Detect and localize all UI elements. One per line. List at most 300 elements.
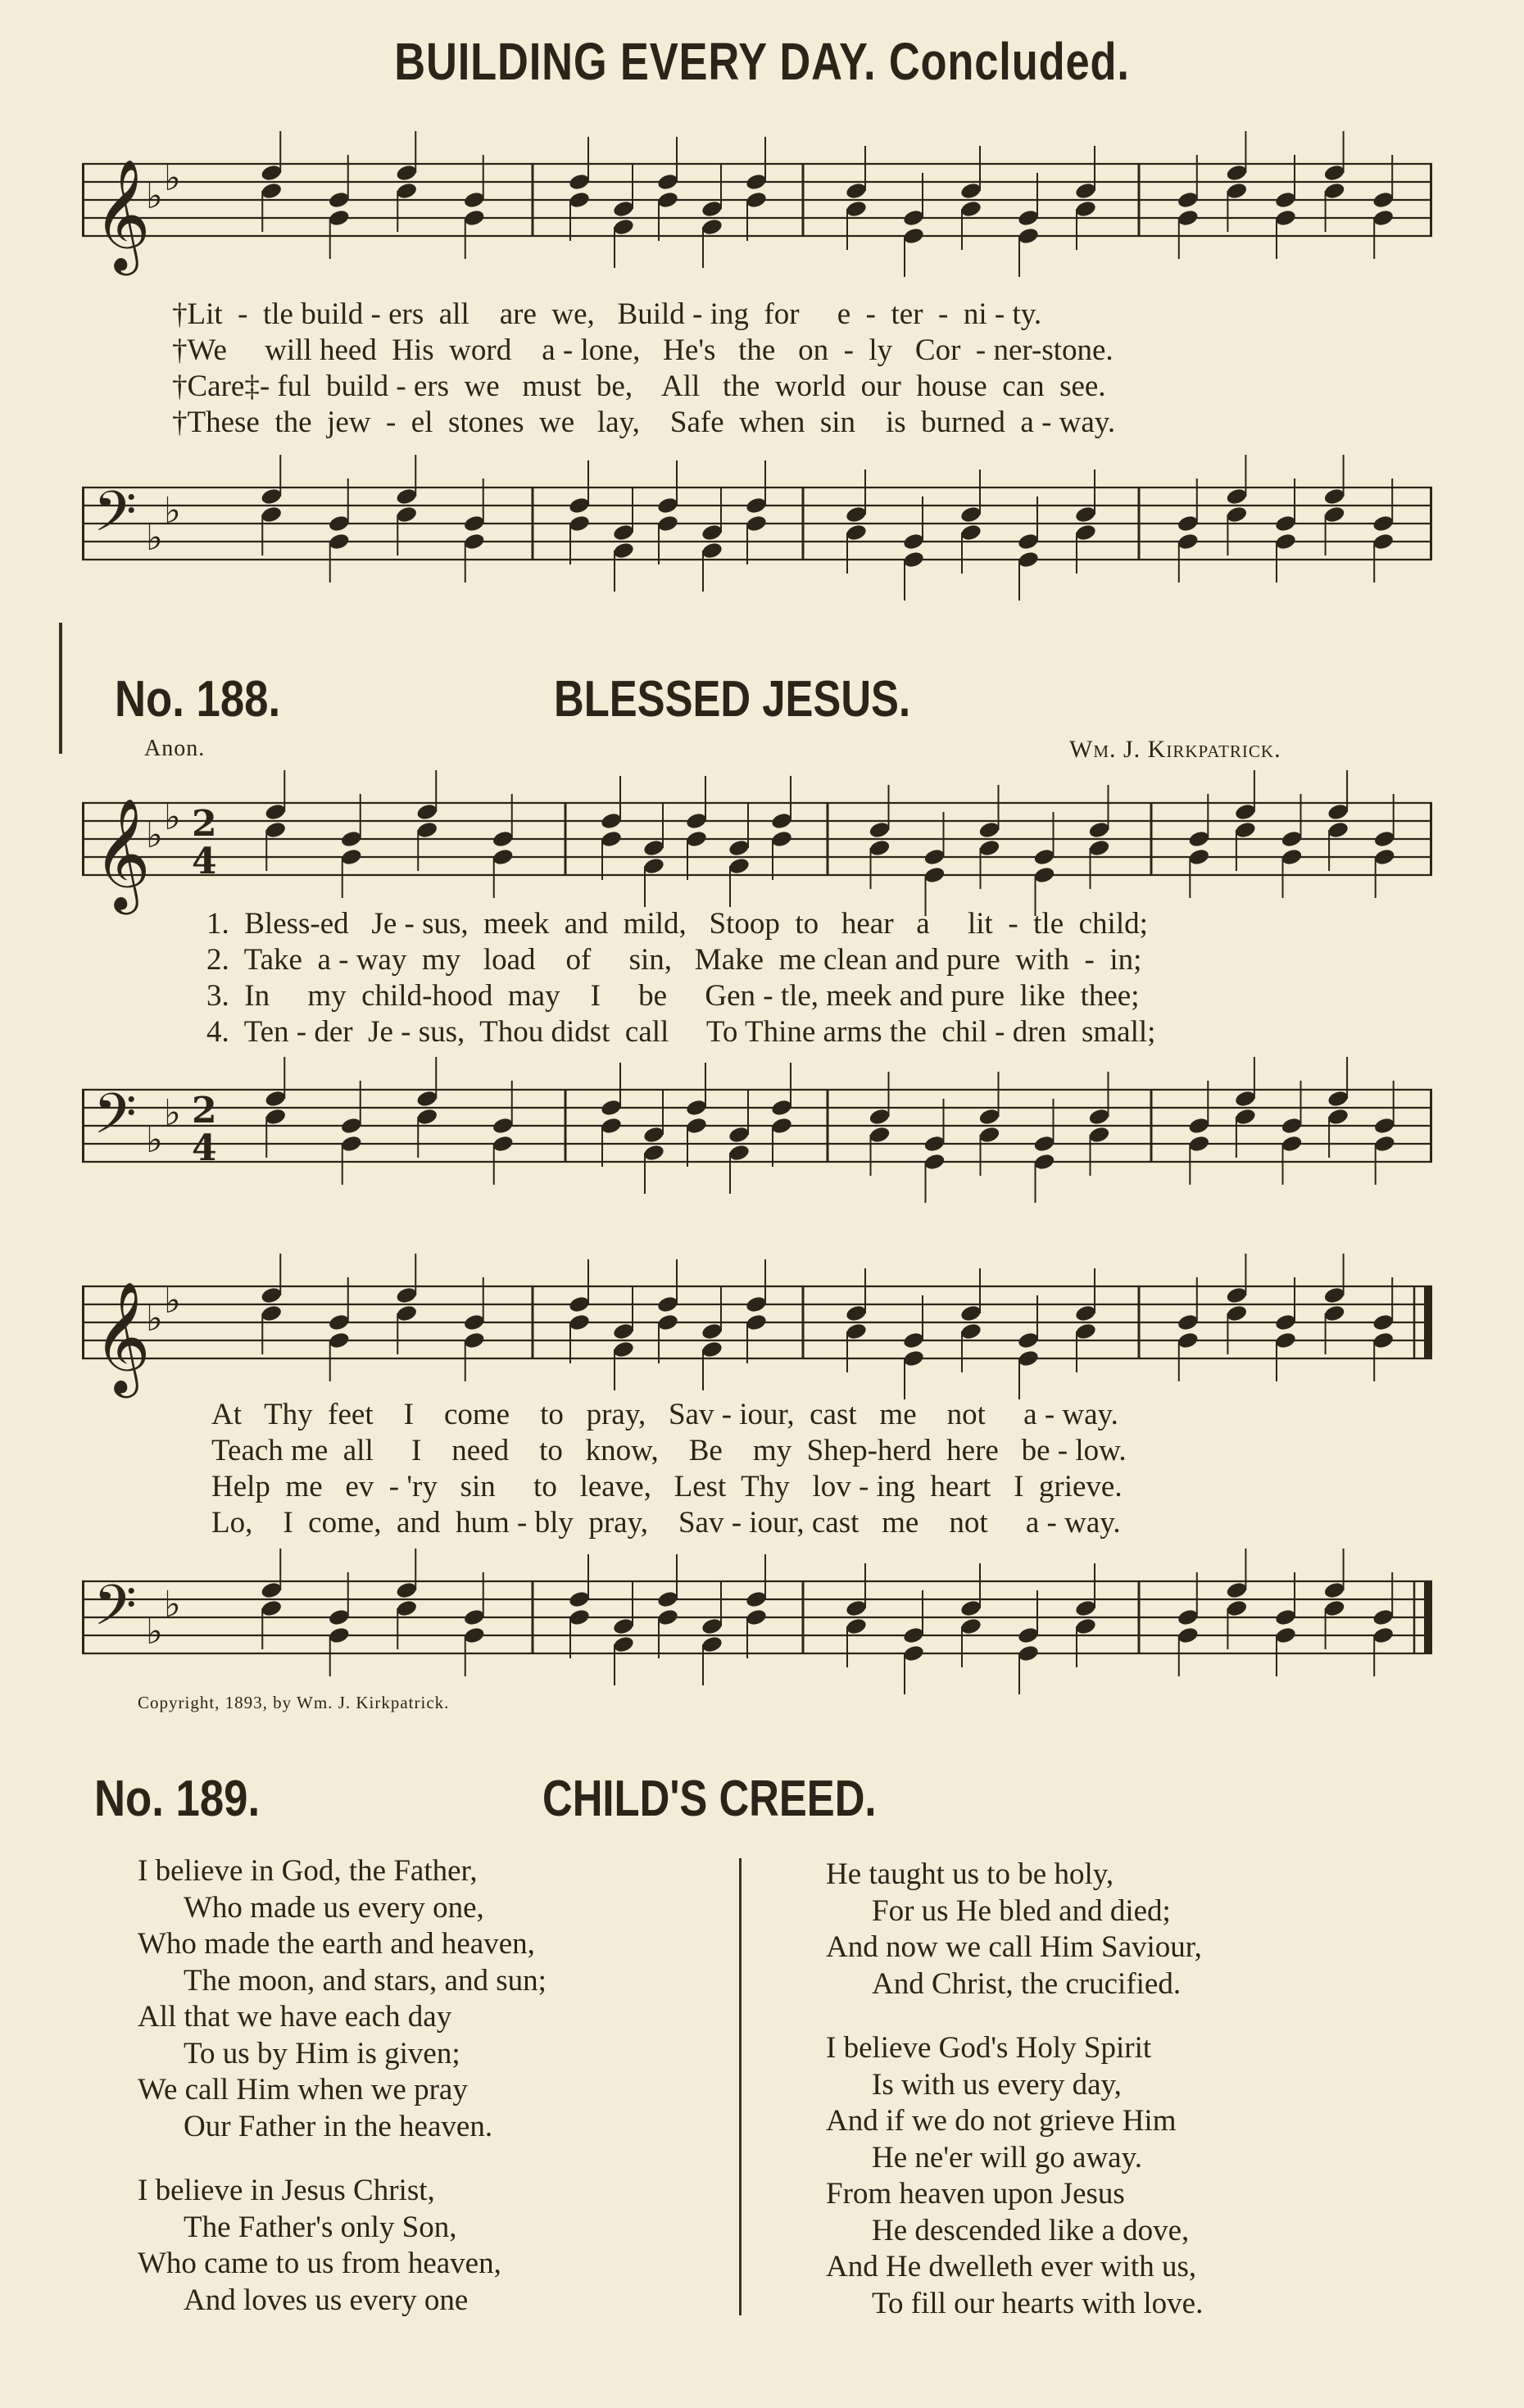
note-head (845, 1599, 868, 1617)
note-head (1187, 1116, 1210, 1135)
note-head (1234, 1107, 1257, 1126)
note-head (1017, 550, 1040, 569)
note-head (1323, 1304, 1346, 1322)
flat-icon: ♭ (164, 1092, 181, 1134)
note-head (395, 505, 418, 524)
verse-line: Who came to us from heaven, (138, 2247, 501, 2280)
time-signature-top: 2 (192, 1090, 217, 1131)
verse-line: To fill our hearts with love. (872, 2286, 1204, 2320)
note-head (1373, 829, 1396, 848)
note-head (959, 1599, 982, 1617)
note-head (463, 1331, 486, 1349)
note-head (1323, 1580, 1346, 1599)
note-head (1327, 1089, 1349, 1108)
creed-left-column (138, 1853, 547, 2347)
time-signature-top: 2 (192, 803, 217, 845)
note-head (1074, 199, 1097, 218)
note-head (463, 1608, 486, 1626)
bass-clef-icon: 𝄢 (93, 1574, 137, 1652)
treble-staff-system-1 (82, 131, 1432, 295)
note-head (642, 1143, 665, 1162)
note-head (656, 496, 679, 515)
note-head (612, 217, 635, 236)
treble-clef-icon: 𝄞 (93, 1280, 151, 1393)
bass-staff-system-3 (82, 1549, 1432, 1696)
note-head (1372, 532, 1395, 551)
note-head (1017, 1644, 1040, 1662)
note-head (701, 541, 723, 560)
note-head (600, 1098, 623, 1117)
creed-right-column (826, 1857, 1203, 2350)
time-signature-bottom: 4 (192, 1127, 217, 1169)
note-head (1187, 847, 1210, 866)
note-head (340, 1116, 363, 1135)
note-head (1274, 208, 1297, 227)
note-head (1274, 1626, 1297, 1644)
flat-icon: ♭ (164, 1280, 181, 1322)
note-head (600, 811, 623, 830)
note-head (685, 811, 708, 830)
note-head (1234, 1089, 1257, 1108)
verse-line: The Father's only Son, (184, 2210, 457, 2244)
verse-line: And now we call Him Saviour, (826, 1930, 1202, 1964)
note-head (600, 1116, 623, 1135)
note-head (959, 1322, 982, 1340)
note-head (1074, 1304, 1097, 1322)
note-head (868, 1125, 891, 1144)
verse-line: And loves us every one (184, 2283, 469, 2317)
note-head (902, 1331, 925, 1349)
note-head (492, 1134, 515, 1153)
note-head (612, 1322, 635, 1340)
note-head (1074, 1617, 1097, 1635)
note-head (568, 190, 591, 209)
flat-icon: ♭ (164, 1584, 181, 1626)
note-head (328, 514, 351, 533)
note-head (770, 829, 793, 848)
note-head (264, 1089, 287, 1108)
note-head (745, 1295, 768, 1313)
note-head (728, 1125, 751, 1144)
note-head (612, 523, 635, 542)
note-head (328, 208, 351, 227)
note-head (260, 505, 283, 524)
stanza (138, 1853, 547, 2145)
flat-icon: ♭ (164, 796, 181, 838)
lyrics-block-building (172, 297, 1115, 441)
note-head (656, 514, 679, 533)
lyric-line: Lo, I come, and hum - bly pray, Sav - iour, cast me not a - way. (211, 1506, 1121, 1540)
note-head (1087, 820, 1110, 839)
note-head (463, 1313, 486, 1331)
note-head (1177, 1313, 1200, 1331)
note-head (902, 1644, 925, 1662)
lyric-line: Teach me all I need to know, Be my Shep-herd here be - low. (211, 1434, 1127, 1467)
note-head (328, 1313, 351, 1331)
note-head (1074, 181, 1097, 200)
note-head (745, 514, 768, 533)
note-head (340, 829, 363, 848)
verse-line: The moon, and stars, and sun; (184, 1963, 547, 1998)
note-head (1372, 1313, 1395, 1331)
note-head (415, 1089, 438, 1108)
verse-line: He ne'er will go away. (872, 2140, 1142, 2174)
verse-line: Who made the earth and heaven, (138, 1927, 535, 1961)
note-head (959, 1617, 982, 1635)
note-head (1274, 514, 1297, 533)
note-head (642, 838, 665, 857)
note-head (1323, 181, 1346, 200)
note-head (1177, 1331, 1200, 1349)
note-head (959, 523, 982, 542)
flat-icon: ♭ (164, 157, 181, 199)
note-head (328, 1331, 351, 1349)
note-head (1017, 1349, 1040, 1367)
lyric-line: †We will heed His word a - lone, He's the on - ly Cor - ner-stone. (172, 333, 1114, 367)
verse-line: All that we have each day (138, 2000, 452, 2034)
note-head (902, 532, 925, 551)
note-head (1327, 1107, 1349, 1126)
note-head (568, 1589, 591, 1608)
hymn-188-title: BLESSED JESUS. (554, 671, 911, 728)
note-head (1177, 532, 1200, 551)
verse-line: I believe in Jesus Christ, (138, 2174, 435, 2207)
note-head (395, 1286, 418, 1304)
note-head (845, 1322, 868, 1340)
note-head (1032, 847, 1055, 866)
note-head (1074, 505, 1097, 524)
note-head (415, 820, 438, 839)
lyric-line: 1. Bless-ed Je - sus, meek and mild, Stoop to hear a lit - tle child; (206, 907, 1148, 941)
note-head (568, 496, 591, 515)
final-barline (1424, 1286, 1431, 1358)
verse-line: And if we do not grieve Him (826, 2104, 1177, 2138)
note-head (568, 172, 591, 191)
note-head (656, 190, 679, 209)
verse-line: He taught us to be holy, (826, 1857, 1114, 1891)
note-head (463, 208, 486, 227)
treble-clef-icon: 𝄞 (93, 157, 151, 270)
note-head (415, 802, 438, 821)
note-head (260, 1286, 283, 1304)
note-head (923, 847, 946, 866)
lyric-line: †Lit - tle build - ers all are we, Build - ing for e - ter - ni - ty. (172, 297, 1042, 331)
note-head (959, 199, 982, 218)
hymn-188-composer: Wm. J. Kirkpatrick. (1069, 736, 1281, 763)
note-head (745, 190, 768, 209)
note-head (328, 190, 351, 209)
treble-staff-system-3 (82, 1254, 1432, 1401)
note-head (395, 1304, 418, 1322)
note-head (1372, 1331, 1395, 1349)
note-head (868, 820, 891, 839)
note-head (1032, 1134, 1055, 1153)
verse-line: He descended like a dove, (872, 2213, 1190, 2247)
hymn-189-number: No. 189. (94, 1771, 261, 1827)
note-head (1087, 1125, 1110, 1144)
final-barline (1424, 1581, 1431, 1653)
verse-line: I believe God's Holy Spirit (826, 2031, 1152, 2065)
flat-icon: ♭ (146, 517, 163, 559)
note-head (1225, 1580, 1248, 1599)
note-head (1234, 820, 1257, 839)
note-head (260, 1580, 283, 1599)
note-head (728, 838, 751, 857)
note-head (977, 1107, 1000, 1126)
note-head (612, 199, 635, 218)
note-head (260, 163, 283, 182)
note-head (264, 802, 287, 821)
note-head (1187, 829, 1210, 848)
note-head (745, 1608, 768, 1626)
note-head (1372, 514, 1395, 533)
note-head (1372, 1626, 1395, 1644)
note-head (1274, 1331, 1297, 1349)
note-head (1017, 226, 1040, 245)
note-head (1017, 532, 1040, 551)
note-head (568, 1295, 591, 1313)
note-head (701, 1340, 723, 1358)
note-head (260, 1599, 283, 1617)
note-head (1032, 865, 1055, 884)
note-head (959, 505, 982, 524)
note-head (1087, 1107, 1110, 1126)
note-head (1274, 1313, 1297, 1331)
note-head (260, 487, 283, 506)
note-head (902, 226, 925, 245)
note-head (1187, 1134, 1210, 1153)
note-head (701, 1617, 723, 1635)
note-head (1177, 1608, 1200, 1626)
verse-line: I believe in God, the Father, (138, 1854, 478, 1888)
note-head (340, 1134, 363, 1153)
note-head (415, 1107, 438, 1126)
note-head (463, 532, 486, 551)
note-head (1225, 1599, 1248, 1617)
stanza (826, 1857, 1203, 2002)
note-head (868, 1107, 891, 1126)
note-head (902, 1626, 925, 1644)
note-head (1280, 1116, 1303, 1135)
note-head (1372, 208, 1395, 227)
note-head (1225, 1304, 1248, 1322)
note-head (745, 496, 768, 515)
verse-line: We call Him when we pray (138, 2073, 468, 2106)
note-head (745, 1589, 768, 1608)
note-head (642, 1125, 665, 1144)
note-head (1323, 163, 1346, 182)
note-head (1177, 514, 1200, 533)
note-head (328, 1608, 351, 1626)
verse-line: From heaven upon Jesus (826, 2177, 1125, 2211)
note-head (1372, 190, 1395, 209)
note-head (1074, 1599, 1097, 1617)
verse-line: Is with us every day, (872, 2067, 1122, 2102)
lyric-line: 2. Take a - way my load of sin, Make me clean and pure with - in; (206, 943, 1142, 977)
note-head (1225, 505, 1248, 524)
verse-line: Our Father in the heaven. (184, 2109, 493, 2143)
bass-staff-system-1 (82, 455, 1432, 619)
note-head (1225, 1286, 1248, 1304)
note-head (1074, 523, 1097, 542)
note-head (612, 1617, 635, 1635)
note-head (1373, 847, 1396, 866)
note-head (902, 208, 925, 227)
note-head (1323, 505, 1346, 524)
lyric-line: At Thy feet I come to pray, Sav - iour, cast me not a - way. (211, 1398, 1118, 1431)
note-head (328, 1626, 351, 1644)
note-head (1280, 1134, 1303, 1153)
note-head (1327, 802, 1349, 821)
note-head (701, 1635, 723, 1653)
flat-icon: ♭ (146, 814, 163, 856)
note-head (1323, 1286, 1346, 1304)
note-head (1017, 1626, 1040, 1644)
lyrics-block-188b (211, 1397, 1127, 1541)
note-head (1274, 190, 1297, 209)
note-head (612, 1340, 635, 1358)
note-head (728, 1143, 751, 1162)
note-head (492, 829, 515, 848)
note-head (395, 181, 418, 200)
note-head (1280, 829, 1303, 848)
treble-clef-icon: 𝄞 (93, 796, 151, 909)
note-head (1274, 1608, 1297, 1626)
note-head (328, 532, 351, 551)
bass-staff-system-2 (82, 1057, 1432, 1204)
note-head (492, 1116, 515, 1135)
note-head (701, 199, 723, 218)
bass-clef-icon: 𝄢 (93, 1082, 137, 1160)
note-head (845, 1304, 868, 1322)
note-head (1323, 1599, 1346, 1617)
lyric-line: 3. In my child-hood may I be Gen - tle, meek and pure like thee; (206, 979, 1140, 1013)
note-head (568, 514, 591, 533)
note-head (260, 1304, 283, 1322)
note-head (902, 1349, 925, 1367)
page-title: BUILDING EVERY DAY. Concluded. (394, 32, 1130, 91)
hymn-188-number: No. 188. (115, 671, 281, 728)
note-head (260, 181, 283, 200)
note-head (845, 199, 868, 218)
note-head (600, 829, 623, 848)
note-head (745, 172, 768, 191)
note-head (770, 811, 793, 830)
verse-line: For us He bled and died; (872, 1893, 1171, 1928)
note-head (959, 181, 982, 200)
note-head (1373, 1116, 1396, 1135)
verse-line: To us by Him is given; (184, 2036, 460, 2070)
note-head (728, 856, 751, 875)
treble-staff-system-2 (82, 770, 1432, 918)
note-head (1372, 1608, 1395, 1626)
note-head (612, 541, 635, 560)
verse-line: And He dwelleth ever with us, (826, 2250, 1197, 2283)
note-head (1017, 1331, 1040, 1349)
verse-line: Who made us every one, (184, 1890, 484, 1925)
lyric-line: †Care‡- ful build - ers we must be, All the world our house can see. (172, 370, 1106, 403)
note-head (959, 1304, 982, 1322)
note-head (770, 1098, 793, 1117)
note-head (1177, 190, 1200, 209)
note-head (902, 550, 925, 569)
note-head (264, 820, 287, 839)
note-head (1225, 487, 1248, 506)
note-head (463, 514, 486, 533)
note-head (923, 865, 946, 884)
note-head (770, 1116, 793, 1135)
hymn-188-author: Anon. (144, 736, 206, 761)
note-head (685, 1116, 708, 1135)
note-head (1373, 1134, 1396, 1153)
lyric-line: Help me ev - 'ry sin to leave, Lest Thy lov - ing heart I grieve. (211, 1470, 1123, 1503)
flat-icon: ♭ (146, 1298, 163, 1340)
note-head (701, 523, 723, 542)
note-head (923, 1152, 946, 1171)
note-head (745, 1313, 768, 1331)
note-head (395, 487, 418, 506)
note-head (977, 820, 1000, 839)
flat-icon: ♭ (146, 1119, 163, 1161)
note-head (340, 847, 363, 866)
note-head (656, 1295, 679, 1313)
note-head (845, 505, 868, 524)
note-head (1274, 532, 1297, 551)
note-head (463, 1626, 486, 1644)
note-head (1225, 181, 1248, 200)
flat-icon: ♭ (146, 175, 163, 217)
flat-icon: ♭ (146, 1611, 163, 1653)
note-head (923, 1134, 946, 1153)
note-head (868, 838, 891, 857)
lyric-line: †These the jew - el stones we lay, Safe when sin is burned a - way. (172, 406, 1116, 439)
note-head (395, 1599, 418, 1617)
note-head (1327, 820, 1349, 839)
note-head (685, 829, 708, 848)
note-head (1017, 208, 1040, 227)
hymn-189-title: CHILD'S CREED. (542, 1771, 877, 1827)
verse-line: And Christ, the crucified. (872, 1966, 1182, 2001)
note-head (845, 523, 868, 542)
note-head (1074, 1322, 1097, 1340)
note-head (685, 1098, 708, 1117)
time-signature-bottom: 4 (192, 841, 217, 882)
note-head (701, 217, 723, 236)
margin-mark (59, 623, 62, 754)
flat-icon: ♭ (164, 490, 181, 532)
note-head (1177, 1626, 1200, 1644)
lyrics-block-188a (206, 906, 1155, 1050)
note-head (656, 172, 679, 191)
stanza (826, 2030, 1203, 2322)
note-head (656, 1313, 679, 1331)
note-head (463, 190, 486, 209)
note-head (1032, 1152, 1055, 1171)
note-head (1280, 847, 1303, 866)
bass-clef-icon: 𝄢 (93, 480, 137, 558)
note-head (1225, 163, 1248, 182)
note-head (1234, 802, 1257, 821)
note-head (264, 1107, 287, 1126)
note-head (977, 838, 1000, 857)
note-head (845, 1617, 868, 1635)
note-head (1323, 487, 1346, 506)
note-head (656, 1589, 679, 1608)
column-divider (739, 1858, 742, 2315)
note-head (642, 856, 665, 875)
lyric-line: 4. Ten - der Je - sus, Thou didst call To Thine arms the chil - dren small; (206, 1015, 1156, 1049)
note-head (656, 1608, 679, 1626)
